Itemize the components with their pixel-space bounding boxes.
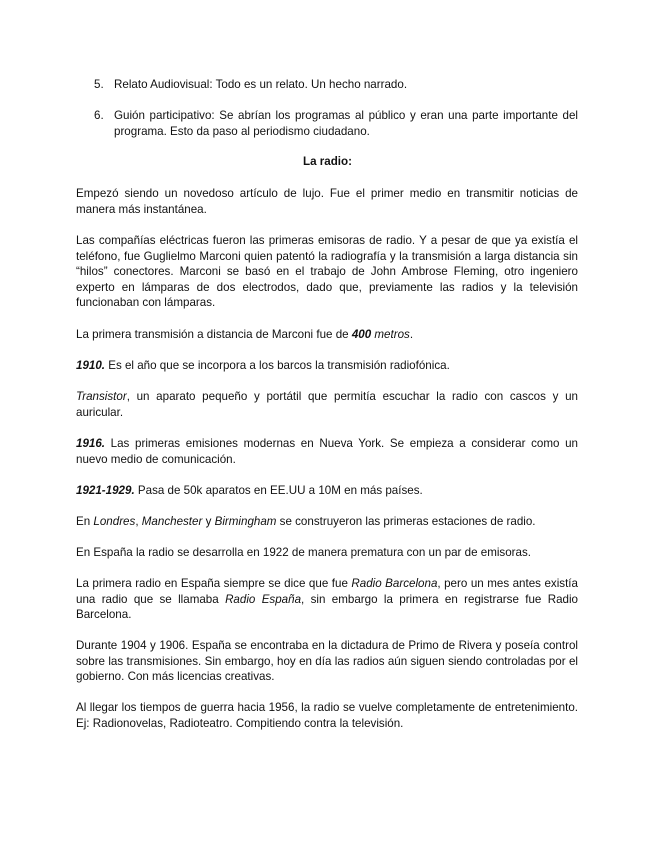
paragraph-intro: Empezó siendo un novedoso artículo de lujo. Fue el primer medio en transmitir noticias de manera más instantánea. (76, 187, 578, 216)
section-heading: La radio: (303, 155, 352, 168)
paragraph-transistor: Transistor, un aparato pequeño y portátil que permitía escuchar la radio con cascos y un auricular. (76, 390, 578, 419)
term-label: Transistor (76, 390, 127, 403)
list-text: Relato Audiovisual: Todo es un relato. Un hecho narrado. (114, 78, 408, 91)
paragraph-uk-stations: En Londres, Manchester y Birmingham se construyeron las primeras estaciones de radio. (76, 515, 536, 528)
paragraph-1921-1929: 1921-1929. Pasa de 50k aparatos en EE.UU a 10M en más países. (76, 484, 423, 497)
paragraph-1916: 1916. Las primeras emisiones modernas en Nueva York. Se empieza a considerar como un nuevo medio de comunicación. (76, 437, 578, 466)
list-number: 5. (94, 78, 104, 91)
paragraph-radio-barcelona: La primera radio en España siempre se dice que fue Radio Barcelona, pero un mes antes existía una radio que se llamaba Radio España, sin embargo la primera en registrarse fue Radio Barcelona. (76, 577, 579, 622)
list-item (94, 77, 578, 93)
year-label: 1916. (76, 437, 106, 450)
year-label: 1921-1929. (76, 484, 135, 497)
paragraph-guerra: Al llegar los tiempos de guerra hacia 1956, la radio se vuelve completamente de entretenimiento. Ej: Radionovelas, Radioteatro. Compitiendo contra la televisión. (76, 701, 578, 730)
paragraph-dictadura: Durante 1904 y 1906. España se encontraba en la dictadura de Primo de Rivera y poseía control sobre las transmisiones. Sin embargo, hoy en día las radios aún siguen siendo controladas por el gobierno. Con más licencias creativas. (76, 639, 578, 684)
list-number: 6. (94, 109, 104, 122)
year-label: 1910. (76, 359, 106, 372)
list-item (94, 108, 578, 139)
paragraph-first-transmission: La primera transmisión a distancia de Marconi fue de 400 metros. (76, 328, 414, 341)
list-text: Guión participativo: Se abrían los programas al público y eran una parte importante del programa. Esto da paso al periodismo ciudadano. (114, 109, 578, 138)
paragraph-1910: 1910. Es el año que se incorpora a los barcos la transmisión radiofónica. (76, 359, 450, 372)
paragraph-marconi: Las compañías eléctricas fueron las primeras emisoras de radio. Y a pesar de que ya existía el teléfono, fue Guglielmo Marconi quien patentó la radiografía y la transmisión a larga distancia sin “hilos” conectores. Marconi se basó en el trabajo de John Ambrose Fleming, otro ingeniero experto en lámparas de dos electrodos, dado que, previamente las radios y la televisión funcionaban con lámparas. (76, 234, 578, 310)
paragraph-spain-1922: En España la radio se desarrolla en 1922 de manera prematura con un par de emisoras. (76, 546, 532, 559)
